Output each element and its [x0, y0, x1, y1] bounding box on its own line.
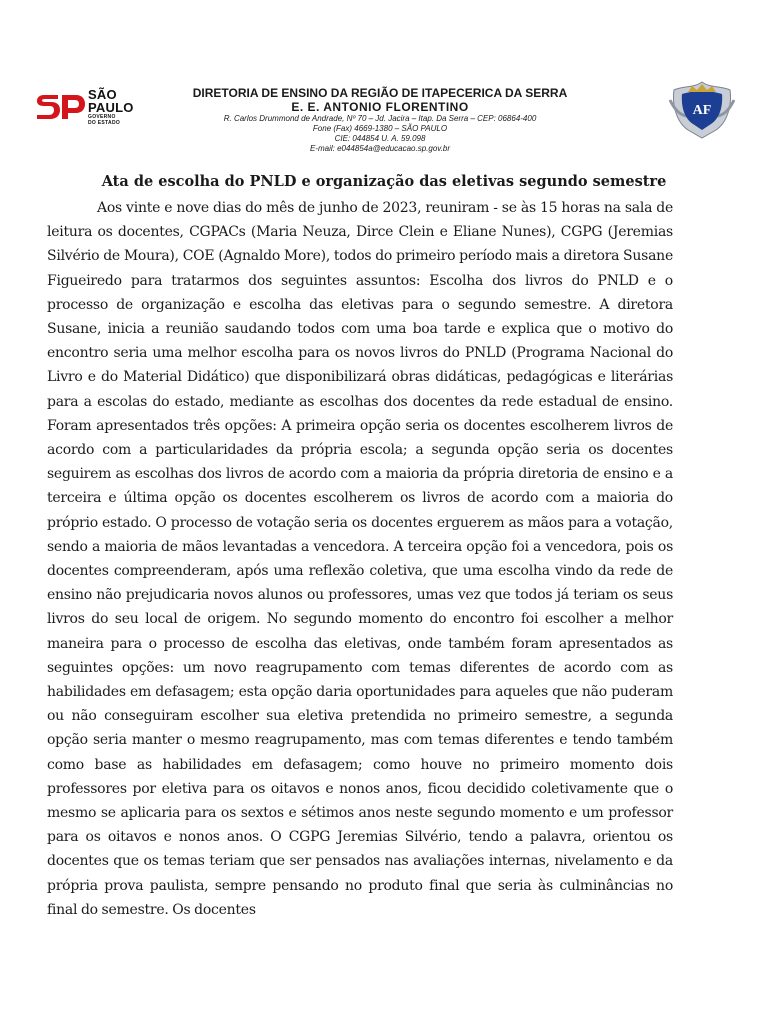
document-title: Ata de escolha do PNLD e organização das eletivas segundo semestre [101, 173, 667, 190]
document-body-paragraph: Aos vinte e nove dias do mês de junho de 2023, reuniram - se às 15 horas na sala de leitura os docentes, CGPACs (Maria Neuza, Dirce Clein e Eliane Nunes), CGPG (Jeremias Silvério de Moura), COE (Agnaldo More), todos do primeiro período mais a diretora Susane Figueiredo para tratarmos dos seguintes assuntos: Escolha dos livros do PNLD e o processo de organização e escolha das eletivas para o segundo semestre. A diretora Susane, inicia a reunião saudando todos com uma boa tarde e explica que o motivo do encontro seria uma melhor escolha para os novos livros do PNLD (Programa Nacional do Livro e do Material Didático) que disponibilizará obras didáticas, pedagógicas e literárias para a escolas do estado, mediante as escolhas dos docentes da rede estadual de ensino. Foram apresentados três opções: A primeira opção seria os docentes escolherem livros de acordo com a particularidades da própria escola; a segunda opção seria os docentes seguirem as escolhas dos livros de acordo com a maioria da própria diretoria de ensino e a terceira e última opção os docentes escolherem os livros de acordo com a maioria do próprio estado. O processo de votação seria os docentes erguerem as mãos para a votação, sendo a maioria de mãos levantadas a vencedora. A terceira opção foi a vencedora, pois os docentes compreenderam, após uma reflexão coletiva, que uma escolha vindo da rede de ensino não prejudicaria novos alunos ou professores, umas vez que todos já teriam os seus livros do seu local de origem. No segundo momento do encontro foi escolher a melhor maneira para o processo de escolha das eletivas, onde também foram apresentados as seguintes opções: um novo reagrupamento com temas diferentes de acordo com as habilidades em defasagem; esta opção daria oportunidades para aqueles que não puderam ou não conseguiram escolher sua eletiva pretendida no primeiro semestre, a segunda opção seria manter o mesmo reagrupamento, mas com temas diferentes e tendo também como base as habilidades em defasagem; como houve no primeiro momento dois professores por eletiva para os oitavos e nonos anos, ficou decidido coletivamente que o mesmo se aplicaria para os sextos e sétimos anos neste segundo momento e um professor para os oitavos e nonos anos. O CGPG Jeremias Silvério, tendo a palavra, orientou os docentes que os temas teriam que ser pensados nas avaliações internas, nivelamento e da própria prova paulista, sempre pensando no produto final que seria às culminâncias no final do semestre. Os docentes [47, 200, 673, 918]
sp-logo-icon [36, 92, 86, 120]
document-header [0, 78, 768, 158]
school-address: R. Carlos Drummond de Andrade, Nº 70 – Jd. Jacira – Itap. Da Serra – CEP: 06864-400 [223, 114, 537, 123]
school-name: E. E. ANTONIO FLORENTINO [291, 100, 469, 114]
logo-line-sao: SÃO [88, 87, 117, 102]
school-cie: CIE: 044854 U. A. 59.098 [334, 134, 426, 143]
crest-emblem-icon [666, 78, 738, 142]
crest-initials: AF [692, 103, 712, 118]
school-email: E-mail: e044854a@educacao.sp.gov.br [309, 144, 451, 153]
logo-line-governo: GOVERNO [88, 114, 116, 120]
logo-line-paulo: PAULO [88, 100, 134, 115]
school-phone: Fone (Fax) 4669-1380 – SÃO PAULO [312, 124, 448, 133]
sao-paulo-government-logo [36, 88, 156, 132]
directorate-name: DIRETORIA DE ENSINO DA REGIÃO DE ITAPECERICA DA SERRA [192, 86, 568, 100]
logo-line-estado: DO ESTADO [88, 120, 121, 126]
header-text-block [170, 86, 590, 154]
logo-wordmark [88, 88, 134, 126]
school-crest [666, 78, 738, 142]
